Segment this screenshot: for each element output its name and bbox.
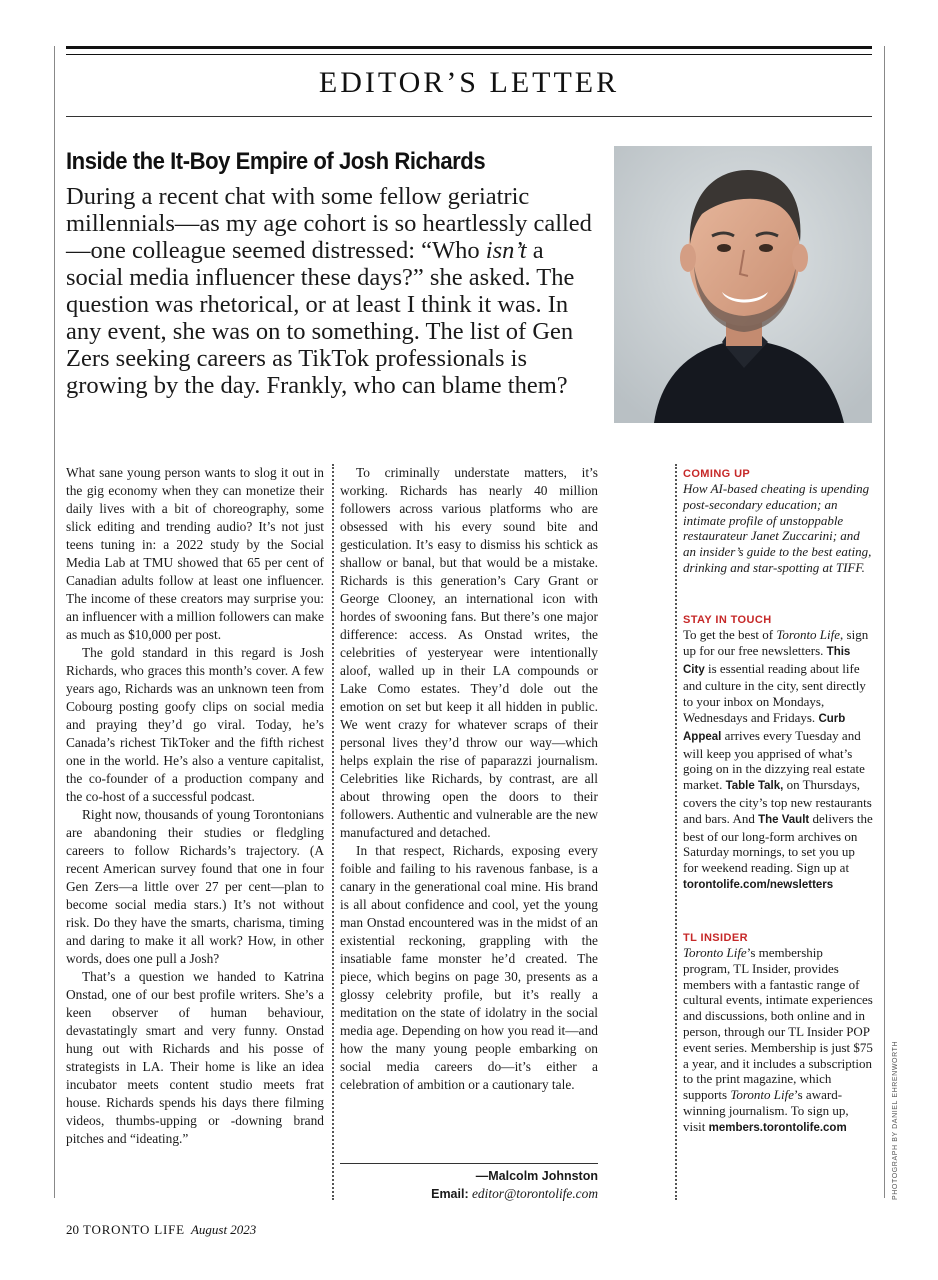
column-divider-dotted xyxy=(332,464,334,1200)
text-run: on Thursdays, covers the city’s top new restaurants and bars. And xyxy=(683,777,872,826)
membership-link[interactable]: members.torontolife.com xyxy=(708,1121,847,1134)
email-label: Email: xyxy=(431,1187,469,1201)
editor-portrait-illustration xyxy=(614,146,872,423)
text-run: arrives every Tuesday and will keep you apprised of what’s going on in the dizzying real estate market. xyxy=(683,727,865,793)
deck-intro xyxy=(66,183,596,399)
body-paragraph: To criminally understate matters, it’s working. Richards has nearly 40 million followers across various platforms who are obsessed with his every sound bite and gesticulation. It’s easy to dismiss his schtick as shallow or banal, but that would be a mistake. Richards is this generation’s Cary Grant or George Clooney, an international icon with hordes of swooning fans. But there’s one major difference: access. As Onstad writes, the celebrities of yesteryear were intentionally aloof, walled up in their LA compounds or Lake Como estates. They’d dole out the emotion on set but keep it all hidden in public. We went crazy for whatever scraps of their personal lives they’d throw our way—which helps explain the rise of paparazzi journalism. Celebrities like Richards, by contrast, are all about throwing open the doors to their followers. Authentic and vulnerable are the new manufactured and detached. xyxy=(340,465,598,840)
signature-email-line xyxy=(340,1185,598,1203)
issue-date: August 2023 xyxy=(190,1222,257,1237)
deck-part-2: a social media influencer these days?” she asked. The question was rhetorical, or at least I think it was. In any event, she was on to something. The list of Gen Zers seeking careers as TikTok professionals is growing by the day. Frankly, who can blame them? xyxy=(66,237,575,399)
text-run: ’s membership program, TL Insider, provides members with a fantastic range of cultural events, intimate experiences and discussions, both online and in person, through our TL Insider POP event series. Membership is just $75 a year, and it includes a subscription to the print magazine, which supports xyxy=(683,945,873,1103)
newsletter-curb-appeal: Curb Appeal xyxy=(683,712,846,743)
text-run: , sign up for our free newsletters. xyxy=(683,627,869,658)
publication-name: Toronto Life xyxy=(683,945,747,960)
signature-name: —Malcolm Johnston xyxy=(475,1169,598,1183)
deck-emphasis: isn’t xyxy=(485,237,527,264)
sidebar-stay-in-touch xyxy=(683,613,873,894)
signature-rule xyxy=(340,1163,598,1164)
text-run: delivers the best of our long-form archives on Saturday mornings, to set you up for weekend reading. Sign up at xyxy=(683,810,873,876)
photo-credit: PHOTOGRAPH BY DANIEL EHRENWORTH xyxy=(892,1040,899,1200)
body-column-2 xyxy=(340,464,598,1094)
headline: Inside the It-Boy Empire of Josh Richards xyxy=(66,148,486,175)
stay-in-touch-heading: STAY IN TOUCH xyxy=(683,614,772,626)
coming-up-text: How AI-based cheating is upending post-secondary education; an intimate profile of unstoppable restaurateur Janet Zuccarini; and an insider’s guide to the best eating, drinking and star-spotting at TIFF. xyxy=(683,481,872,575)
sidebar-divider-dotted xyxy=(675,464,677,1200)
newsletter-table-talk: Table Talk, xyxy=(725,780,784,793)
body-column-1 xyxy=(66,464,324,1148)
page-footer xyxy=(66,1222,256,1238)
newsletter-the-vault: The Vault xyxy=(758,813,810,826)
editor-portrait-photo xyxy=(614,146,872,423)
newsletter-this-city: This City xyxy=(683,645,851,676)
body-paragraph: The gold standard in this regard is Josh Richards, who graces this month’s cover. A few years ago, Richards was an unknown teen from Cobourg posting goofy clips on social media and praying they’d go viral. Today, he’s Canada’s richest TikToker and the fifth richest one in the world. He’s also a venture capitalist, the co-founder of a production company and the co-host of a successful podcast. xyxy=(66,645,324,804)
section-title: EDITOR’S LETTER xyxy=(318,66,620,99)
body-paragraph: Right now, thousands of young Torontonians are abandoning their studies or fledgling careers to follow Richards’s trajectory. (A recent American survey found that one in four Gen Zers—a little over 27 per cent—plan to become social media stars.) It’s not without risk. Do they have the smarts, charisma, timing and daring to make it all work? How, in other words, does one pull a Josh? xyxy=(66,807,324,966)
sidebar-tl-insider xyxy=(683,931,873,1137)
publication-name: Toronto Life xyxy=(730,1087,795,1103)
editor-email-link[interactable]: editor@torontolife.com xyxy=(471,1186,598,1201)
body-paragraph: That’s a question we handed to Katrina Onstad, one of our best profile writers. She’s a keen observer of human behaviour, devastatingly smart and very funny. Onstad hung out with Richards and his posse of strategists in LA. Their home is like an idea incubator meets content studio meets frat house. Richards spends his days there filming videos, thumbs-upping or -downing brand pitches and “ideating.” xyxy=(66,969,324,1146)
publication-name: Toronto Life xyxy=(776,627,841,642)
left-border-line xyxy=(54,46,55,1198)
text-run: is essential reading about life and culture in the city, sent directly to your inbox on Mondays, Wednesdays and Fridays. xyxy=(683,660,866,725)
text-run: ’s award-winning journalism. To sign up, visit xyxy=(683,1087,849,1134)
newsletters-link[interactable]: torontolife.com/newsletters xyxy=(683,878,834,891)
text-run: To get the best of xyxy=(683,627,777,642)
tl-insider-heading: TL INSIDER xyxy=(683,932,748,944)
deck-part-1: During a recent chat with some fellow geriatric millennials—as my age cohort is so heartlessly called—one colleague seemed distressed: “Who xyxy=(66,183,592,264)
coming-up-heading: COMING UP xyxy=(683,468,751,480)
body-paragraph: In that respect, Richards, exposing every foible and failing to his ravenous fanbase, is a canary in the generational coal mine. His brand is all about confidence and cool, yet the young man Onstad encountered was in the midst of an existential reckoning, grappling with the insatiable fame monster he’d created. The piece, which begins on page 30, presents as a glossy celebrity profile, but it’s really a meditation on the state of idolatry in the social media age. Depending on how you read it—and how the many young people embarking on social media careers do—it’s either a celebration of ambition or a cautionary tale. xyxy=(340,843,598,1092)
top-double-rule xyxy=(66,46,872,55)
stay-in-touch-text xyxy=(683,627,873,894)
right-border-line xyxy=(884,46,885,1198)
title-rule xyxy=(66,116,872,117)
magazine-name: TORONTO LIFE xyxy=(83,1222,185,1237)
body-paragraph: What sane young person wants to slog it out in the gig economy when they can monetize their daily lives with a bit of choreography, some slick editing and trending audio? It’s not just teens tuning in: a 2022 study by the Social Media Lab at TMU showed that 65 per cent of Canadian adults follow at least one influencer. The income of these creators may surprise you: an influencer with a million followers can make as much as $10,000 per post. xyxy=(66,465,324,642)
sidebar-coming-up xyxy=(683,467,873,576)
tl-insider-text xyxy=(683,945,873,1137)
page-number: 20 xyxy=(66,1222,79,1237)
